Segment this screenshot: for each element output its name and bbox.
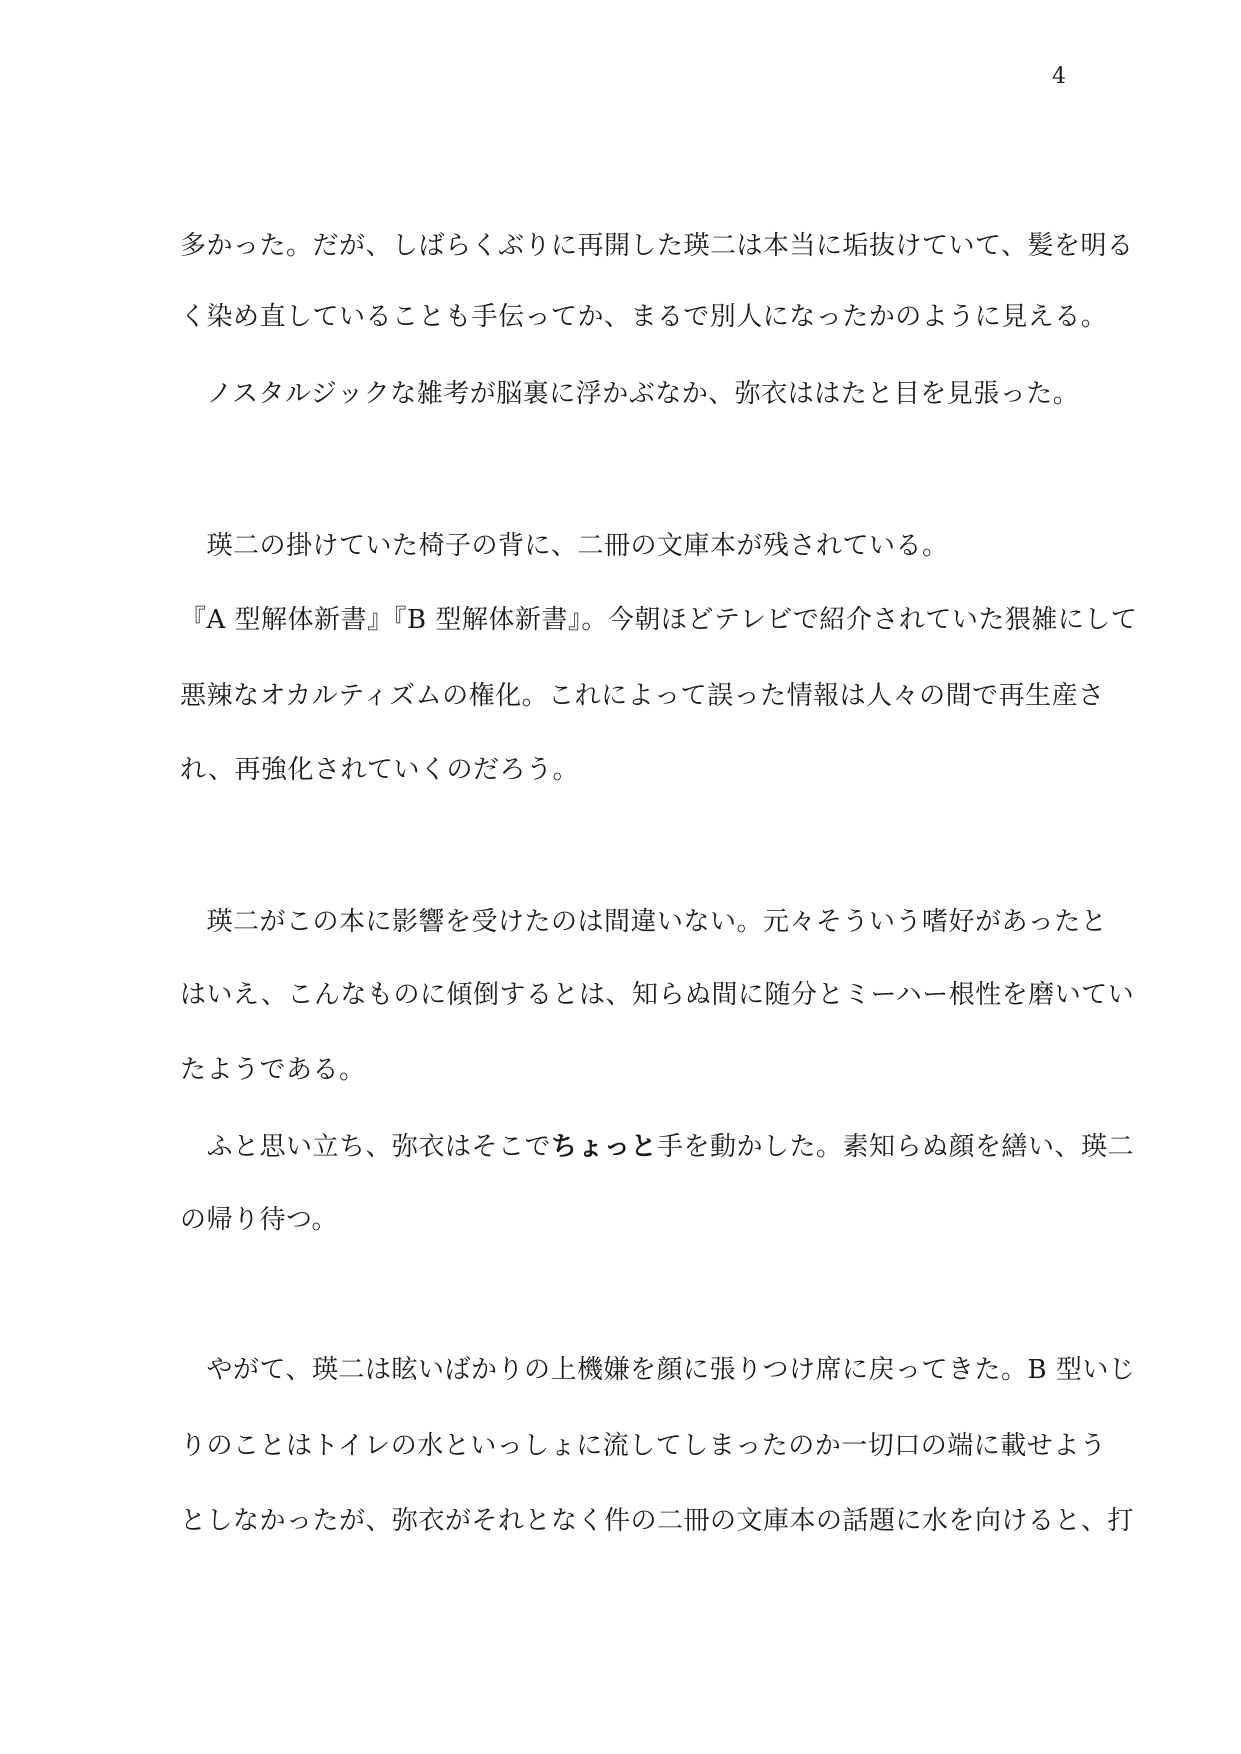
body-text-line: ノスタルジックな雑考が脳裏に浮かぶなか、弥衣ははたと目を見張った。 xyxy=(180,379,1080,409)
text-segment: 手を動かした。素知らぬ顔を繕い、瑛二 xyxy=(657,1132,1135,1162)
body-text-line: たようである。 xyxy=(180,1055,366,1085)
bold-emphasis: ちょっと xyxy=(551,1132,658,1162)
body-text-line: としなかったが、弥衣がそれとなく件の二冊の文庫本の話題に水を向けると、打 xyxy=(180,1506,1135,1536)
body-text-line-emphasis xyxy=(180,1130,1134,1164)
text-segment: ふと思い立ち、弥衣はそこで xyxy=(180,1132,552,1162)
body-text-line: 多かった。だが、しばらくぶりに再開した瑛二は本当に垢抜けていて、髪を明る xyxy=(180,231,1134,261)
body-text-line: 瑛二がこの本に影響を受けたのは間違いない。元々そういう嗜好があったと xyxy=(180,907,1108,937)
body-text-line: く染め直していることも手伝ってか、まるで別人になったかのように見える。 xyxy=(180,302,1108,332)
body-text-line: はいえ、こんなものに傾倒するとは、知らぬ間に随分とミーハー根性を磨いてい xyxy=(180,980,1135,1010)
body-text-line: やがて、瑛二は眩いばかりの上機嫌を顔に張りつけ席に戻ってきた。B 型いじ xyxy=(180,1355,1136,1385)
body-text-line: の帰り待つ。 xyxy=(180,1205,338,1235)
body-text-line: りのことはトイレの水といっしょに流してしまったのか一切口の端に載せよう xyxy=(180,1431,1107,1461)
body-text-line: 悪辣なオカルティズムの権化。これによって誤った情報は人々の間で再生産さ xyxy=(180,681,1105,711)
body-text-line: 瑛二の掛けていた椅子の背に、二冊の文庫本が残されている。 xyxy=(180,531,949,561)
body-text-line: れ、再強化されていくのだろう。 xyxy=(180,755,580,785)
body-text-line: 『A 型解体新書』『B 型解体新書』。今朝ほどテレビで紹介されていた猥雑にして xyxy=(180,605,1138,635)
page-number: 4 xyxy=(1052,64,1066,89)
